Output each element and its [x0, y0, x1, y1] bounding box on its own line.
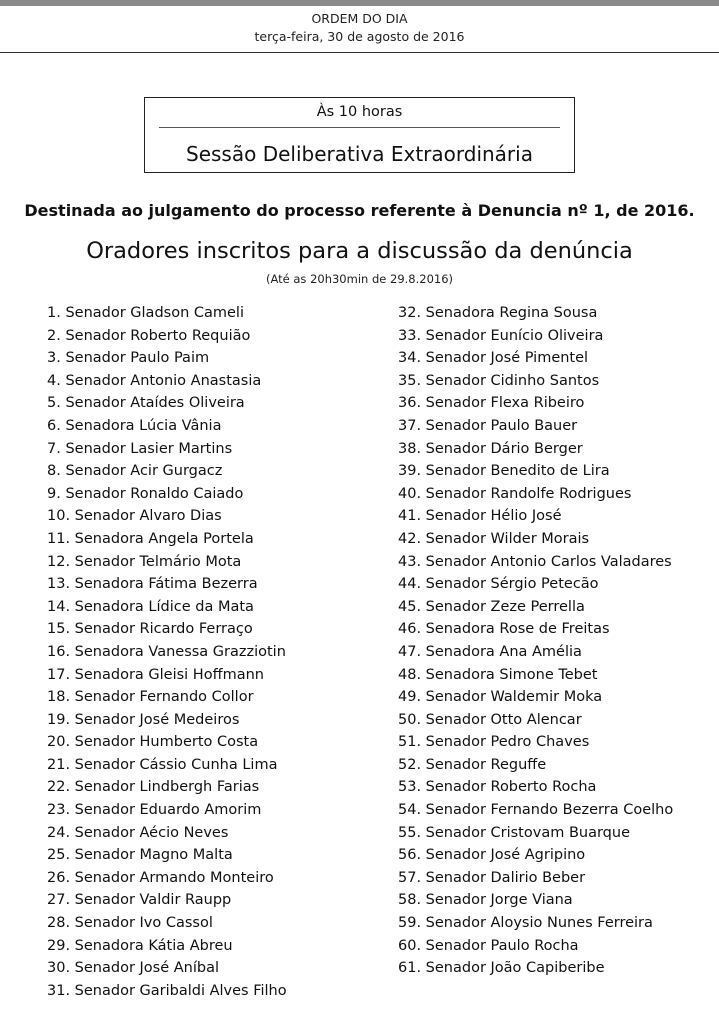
speaker-list-item: 13. Senadora Fátima Bezerra — [47, 576, 258, 593]
speaker-list-item: 6. Senadora Lúcia Vânia — [47, 417, 222, 434]
speaker-list-item: 47. Senadora Ana Amélia — [398, 643, 582, 660]
speaker-list-item: 36. Senador Flexa Ribeiro — [398, 395, 585, 412]
speaker-list-item: 55. Senador Cristovam Buarque — [398, 824, 630, 841]
speaker-list-item: 46. Senadora Rose de Freitas — [398, 621, 610, 638]
speaker-list-item: 1. Senador Gladson Cameli — [47, 305, 244, 321]
header-divider — [0, 52, 719, 53]
speakers-list-right — [398, 302, 718, 980]
speaker-list-item: 49. Senador Waldemir Moka — [398, 689, 603, 706]
speakers-list-left — [47, 302, 377, 1002]
speaker-list-item: 59. Senador Aloysio Nunes Ferreira — [398, 915, 653, 932]
speaker-list-item: 35. Senador Cidinho Santos — [398, 372, 600, 389]
session-box — [144, 97, 575, 173]
speaker-list-item: 42. Senador Wilder Morais — [398, 530, 590, 547]
speaker-list-item: 60. Senador Paulo Rocha — [398, 937, 579, 954]
speaker-list-item: 32. Senadora Regina Sousa — [398, 305, 598, 321]
speaker-list-item: 48. Senadora Simone Tebet — [398, 666, 598, 683]
speaker-list-item: 29. Senadora Kátia Abreu — [47, 937, 233, 954]
speaker-list-item: 21. Senador Cássio Cunha Lima — [47, 756, 278, 773]
speakers-title: Oradores inscritos para a discussão da denúncia — [86, 238, 633, 264]
speaker-list-item: 53. Senador Roberto Rocha — [398, 779, 597, 796]
speaker-list-item: 54. Senador Fernando Bezerra Coelho — [398, 802, 674, 819]
speaker-list-item: 58. Senador Jorge Viana — [398, 892, 573, 909]
speaker-list-item: 5. Senador Ataídes Oliveira — [47, 395, 245, 412]
speaker-list-item: 17. Senadora Gleisi Hoffmann — [47, 666, 264, 683]
speaker-list-item: 33. Senador Eunício Oliveira — [398, 327, 604, 344]
speaker-list-item: 45. Senador Zeze Perrella — [398, 598, 585, 615]
top-border — [0, 0, 719, 6]
speaker-list-item: 15. Senador Ricardo Ferraço — [47, 621, 253, 638]
speaker-list-item: 3. Senador Paulo Paim — [47, 350, 210, 367]
session-divider — [159, 127, 560, 128]
speaker-list-item: 9. Senador Ronaldo Caiado — [47, 485, 244, 502]
speaker-list-item: 25. Senador Magno Malta — [47, 847, 233, 864]
speaker-list-item: 50. Senador Otto Alencar — [398, 711, 582, 728]
speaker-list-item: 61. Senador João Capiberibe — [398, 960, 605, 977]
speaker-list-item: 39. Senador Benedito de Lira — [398, 463, 610, 480]
speakers-note: (Até as 20h30min de 29.8.2016) — [265, 272, 454, 286]
speaker-list-item: 7. Senador Lasier Martins — [47, 440, 233, 457]
speaker-list-item: 52. Senador Reguffe — [398, 756, 547, 773]
session-title: Sessão Deliberativa Extraordinária — [186, 142, 533, 166]
speaker-list-item: 12. Senador Telmário Mota — [47, 553, 242, 570]
speaker-list-item: 37. Senador Paulo Bauer — [398, 417, 578, 434]
speaker-list-item: 8. Senador Acir Gurgacz — [47, 463, 223, 480]
speaker-list-item: 18. Senador Fernando Collor — [47, 689, 254, 706]
speaker-list-item: 57. Senador Dalirio Beber — [398, 869, 586, 886]
speaker-list-item: 22. Senador Lindbergh Farias — [47, 779, 260, 796]
session-purpose: Destinada ao julgamento do processo referente à Denuncia nº 1, de 2016. — [24, 201, 695, 220]
speaker-list-item: 34. Senador José Pimentel — [398, 350, 589, 367]
speaker-list-item: 4. Senador Antonio Anastasia — [47, 372, 262, 389]
speaker-list-item: 28. Senador Ivo Cassol — [47, 915, 213, 932]
header-date: terça-feira, 30 de agosto de 2016 — [254, 29, 465, 44]
speaker-list-item: 31. Senador Garibaldi Alves Filho — [47, 982, 287, 999]
speaker-list-item: 43. Senador Antonio Carlos Valadares — [398, 553, 672, 570]
speaker-list-item: 23. Senador Eduardo Amorim — [47, 802, 262, 819]
speaker-list-item: 24. Senador Aécio Neves — [47, 824, 229, 841]
speaker-list-item: 51. Senador Pedro Chaves — [398, 734, 590, 751]
speaker-list-item: 56. Senador José Agripino — [398, 847, 586, 864]
page-header — [0, 10, 719, 52]
speaker-list-item: 19. Senador José Medeiros — [47, 711, 240, 728]
header-title: ORDEM DO DIA — [311, 11, 408, 26]
speaker-list-item: 16. Senadora Vanessa Grazziotin — [47, 643, 286, 660]
speaker-list-item: 38. Senador Dário Berger — [398, 440, 583, 457]
speaker-list-item: 30. Senador José Aníbal — [47, 960, 220, 977]
speaker-list-item: 41. Senador Hélio José — [398, 508, 562, 525]
speaker-list-item: 40. Senador Randolfe Rodrigues — [398, 485, 632, 502]
session-time: Às 10 horas — [316, 104, 403, 120]
speaker-list-item: 20. Senador Humberto Costa — [47, 734, 259, 751]
speaker-list-item: 14. Senadora Lídice da Mata — [47, 598, 254, 615]
speaker-list-item: 10. Senador Alvaro Dias — [47, 508, 222, 525]
speaker-list-item: 44. Senador Sérgio Petecão — [398, 576, 599, 593]
speaker-list-item: 2. Senador Roberto Requião — [47, 327, 251, 344]
speaker-list-item: 26. Senador Armando Monteiro — [47, 869, 274, 886]
speaker-list-item: 27. Senador Valdir Raupp — [47, 892, 232, 909]
speaker-list-item: 11. Senadora Angela Portela — [47, 530, 254, 547]
